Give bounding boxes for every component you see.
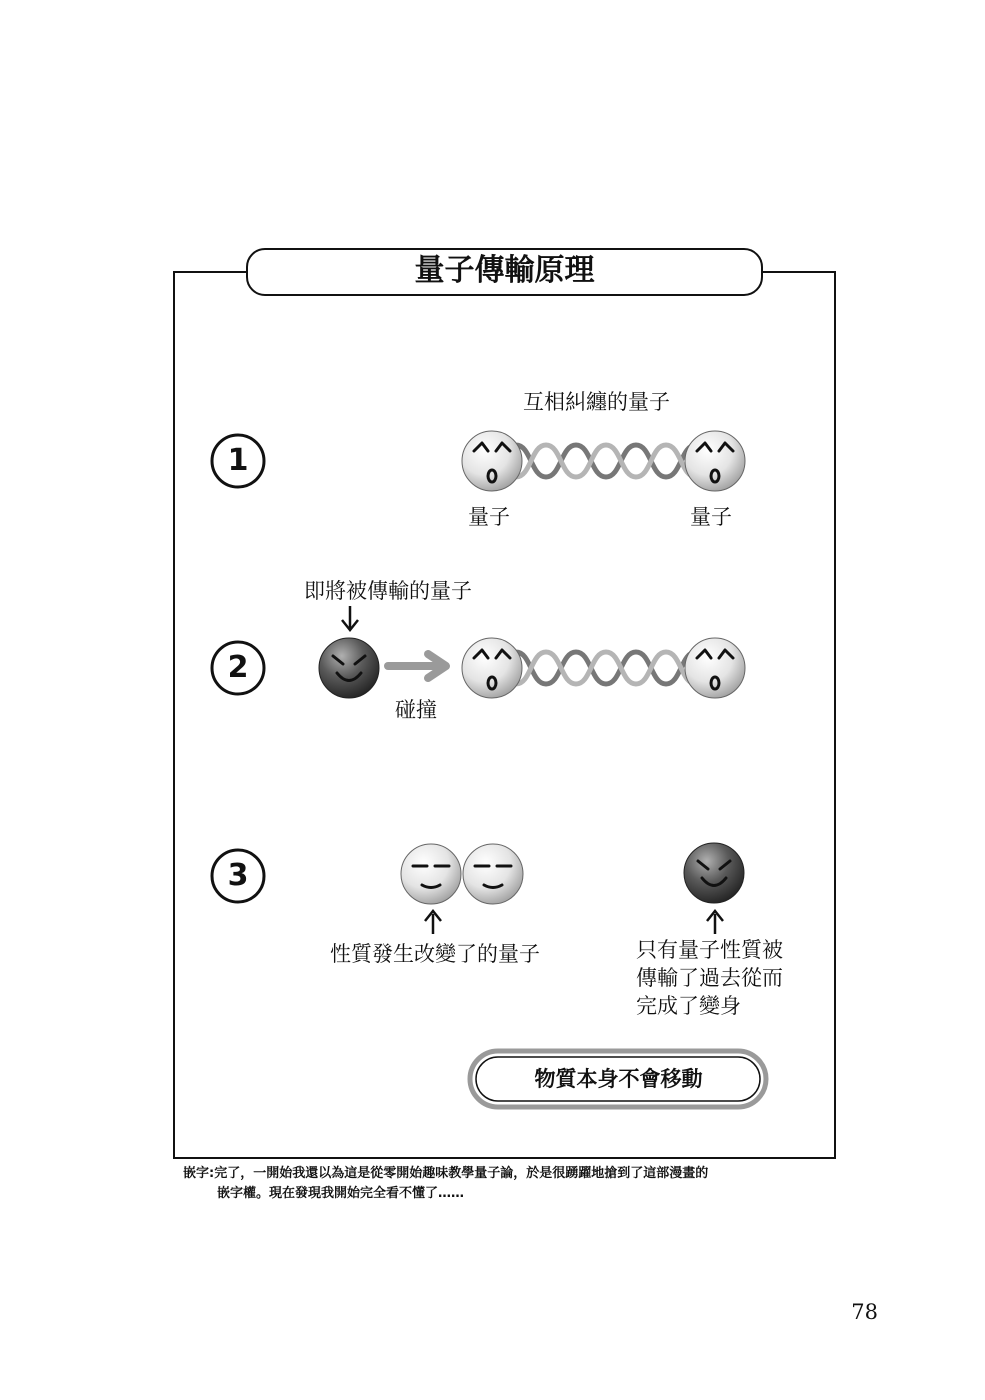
smiley-face-icon xyxy=(685,638,745,698)
helix-link-icon xyxy=(516,445,696,477)
right-arrow-icon xyxy=(388,654,446,678)
smiley-face-icon xyxy=(684,843,744,903)
step-number-1: 1 xyxy=(227,443,249,478)
transmitted-property-label xyxy=(636,936,783,1020)
smiley-face-icon xyxy=(463,844,523,904)
up-arrow-icon xyxy=(707,911,723,934)
changed-quantum-label: 性質發生改變了的量子 xyxy=(330,942,540,966)
result-label: 物質本身不會移動 xyxy=(534,1067,703,1091)
collision-label: 碰撞 xyxy=(395,698,437,722)
smiley-face-icon xyxy=(319,638,379,698)
note-line-2: 嵌字權。現在發現我開始完全看不懂了…… xyxy=(217,1186,465,1201)
transmitted-line: 完成了變身 xyxy=(636,994,741,1018)
transmitted-line: 傳輸了過去從而 xyxy=(636,966,783,990)
note-line-1: 嵌字:完了，一開始我還以為這是從零開始趣味教學量子論，於是很踴躍地搶到了這部漫畫的 xyxy=(183,1166,709,1181)
up-arrow-icon xyxy=(425,911,441,934)
frame-border xyxy=(174,272,835,1158)
step-number-2: 2 xyxy=(227,650,249,685)
smiley-face-icon xyxy=(462,638,522,698)
page-number: 78 xyxy=(851,1300,878,1324)
left-quantum-label: 量子 xyxy=(468,505,510,529)
entangled-quanta-label: 互相糾纏的量子 xyxy=(523,390,670,414)
to-be-transmitted-label: 即將被傳輸的量子 xyxy=(304,579,472,603)
helix-link-icon xyxy=(516,652,696,684)
smiley-face-icon xyxy=(462,431,522,491)
transmitted-line: 只有量子性質被 xyxy=(636,938,783,962)
smiley-face-icon xyxy=(685,431,745,491)
right-quantum-label: 量子 xyxy=(690,505,732,529)
diagram-title: 量子傳輸原理 xyxy=(414,253,595,288)
typesetter-note xyxy=(183,1164,833,1204)
smiley-face-icon xyxy=(401,844,461,904)
down-arrow-icon xyxy=(342,606,358,630)
step-number-3: 3 xyxy=(227,858,249,893)
